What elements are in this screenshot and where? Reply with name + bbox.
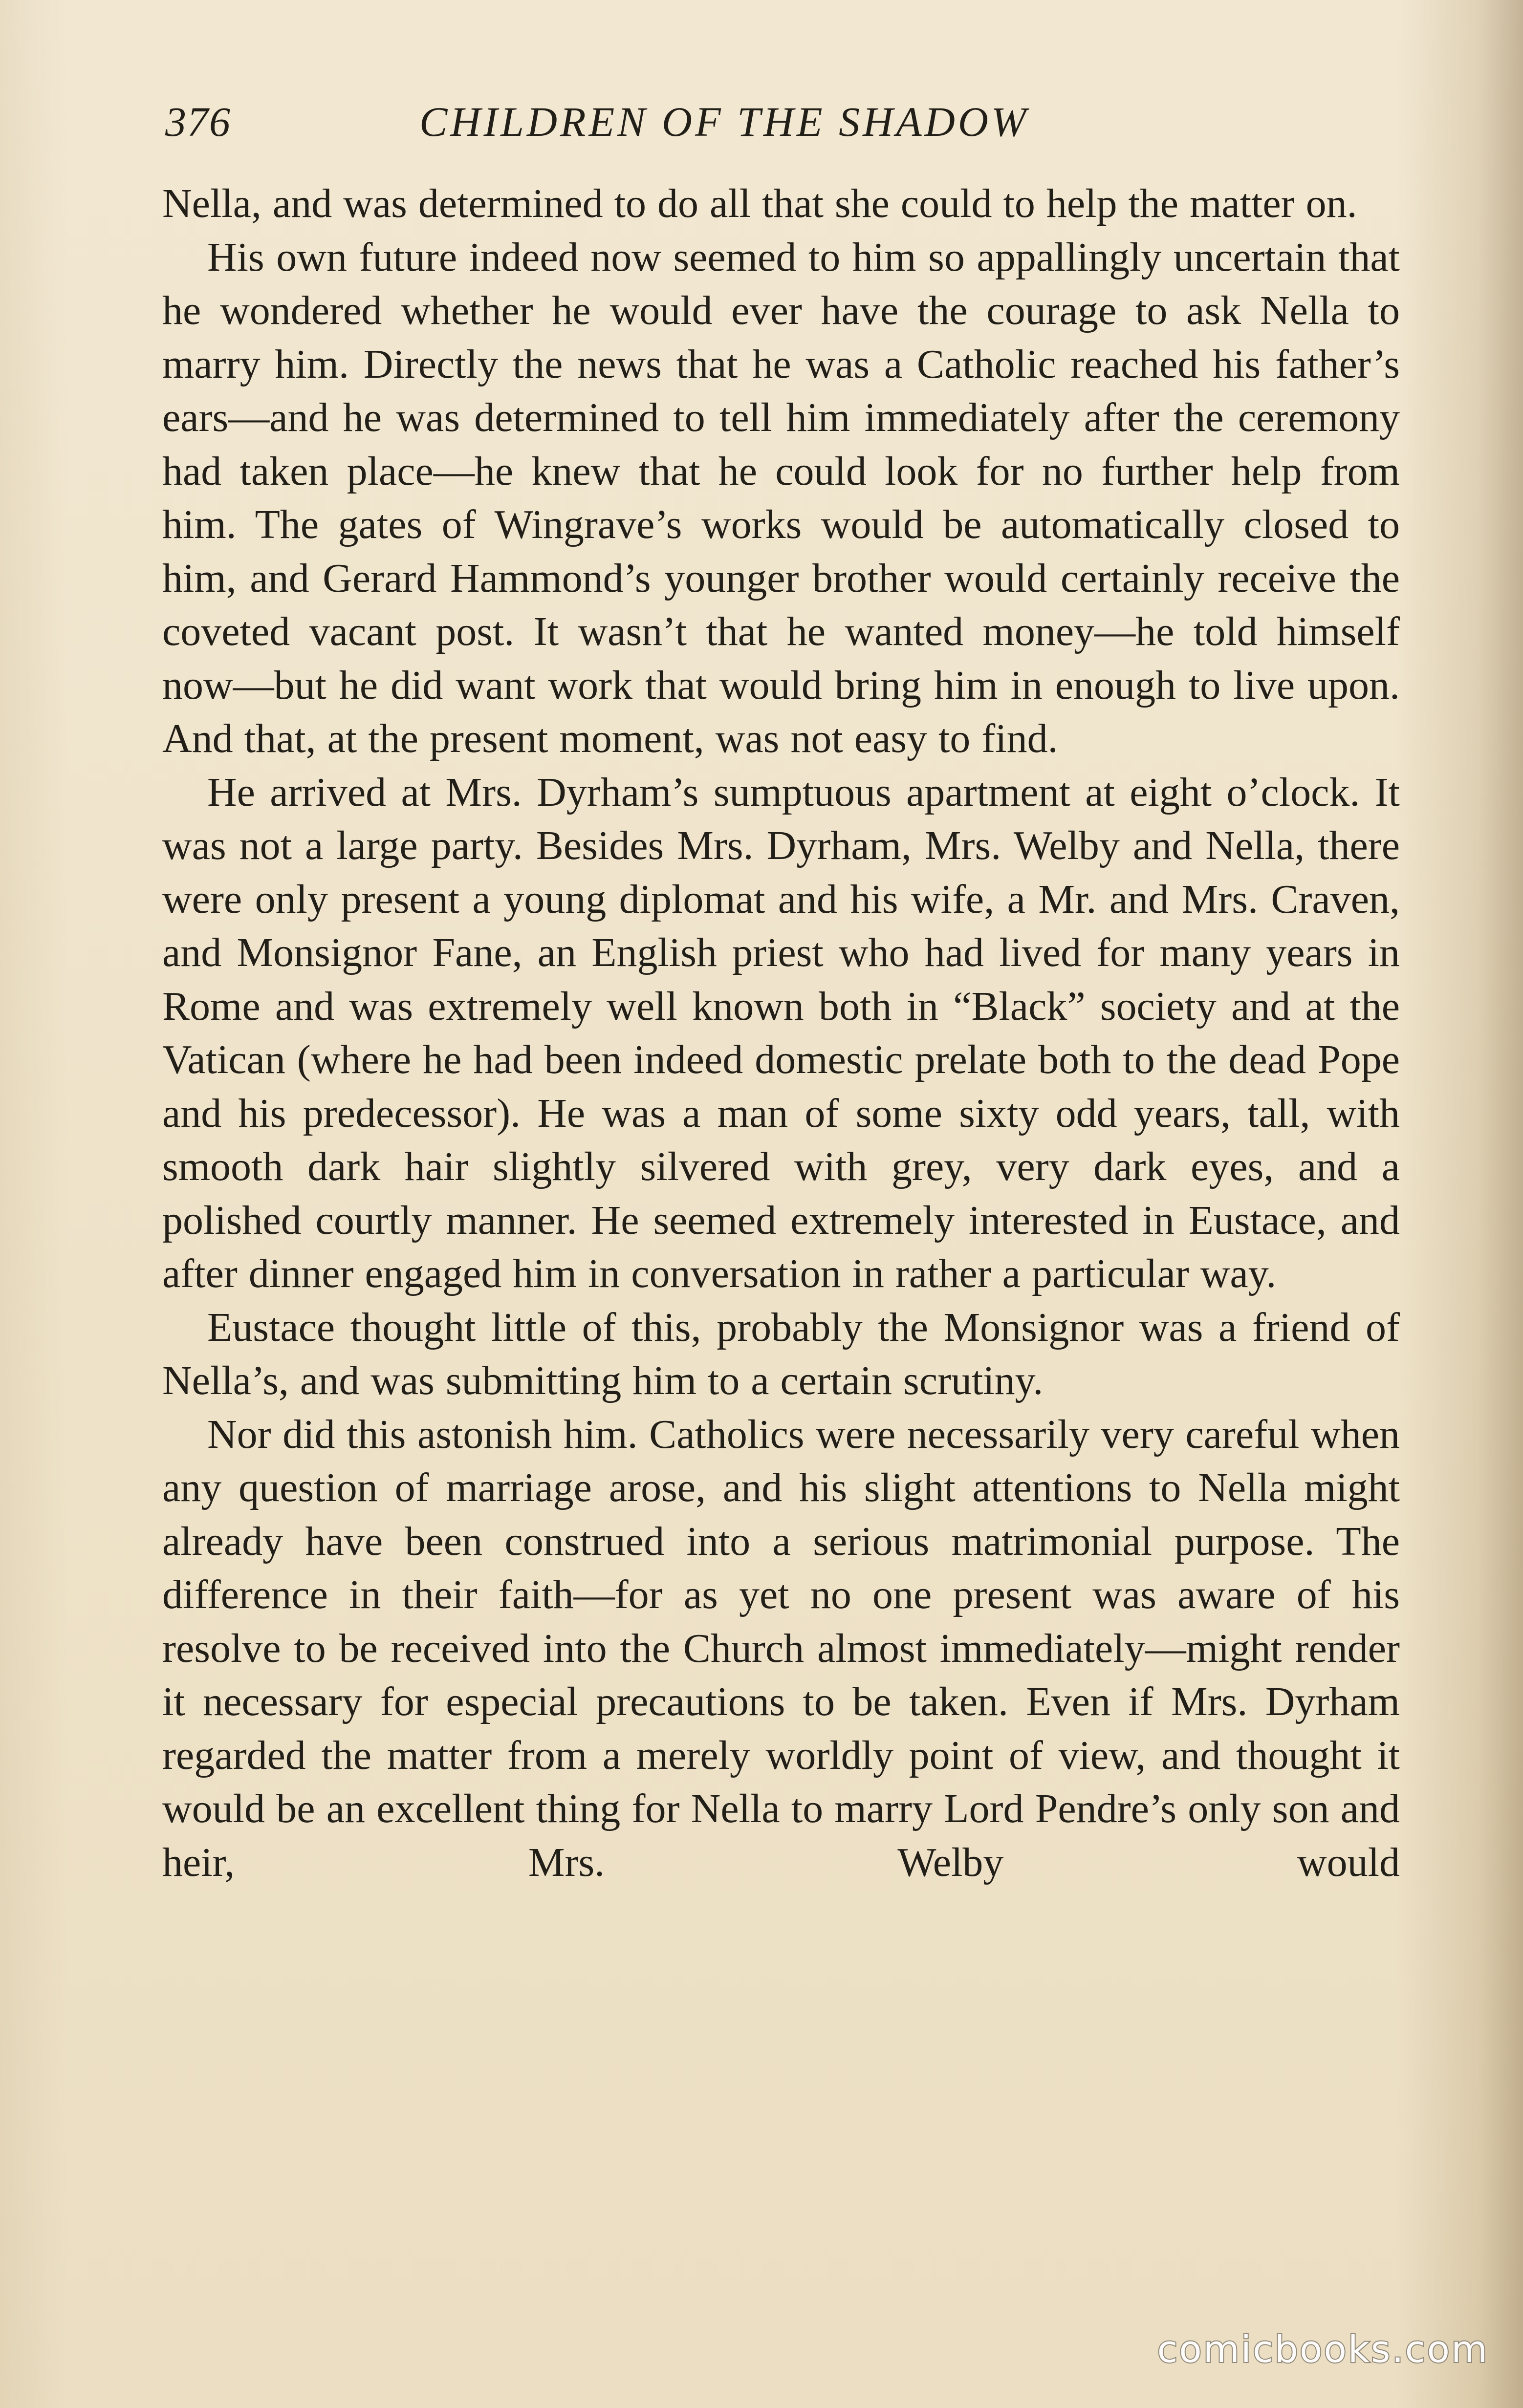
paragraph: Nor did this astonish him. Catholics were necessarily very careful when any question of marriage arose, and his slight attentions to Nella might already have been construed into a serious matrimonial purpose. The difference in their faith—for as yet no one present was aware of his resolve to be received into the Church almost immediately—might render it necessary for especial precautions to be taken. Even if Mrs. Dyrham regarded the matter from a merely worldly point of view, and thought it would be an excellent thing for Nella to marry Lord Pendre’s only son and heir, Mrs. Welby would (162, 1411, 1400, 1885)
page-header (165, 90, 1407, 154)
paragraph: Eustace thought little of this, probably the Monsignor was a friend of Nella’s, and was submitting him to a certain scrutiny. (162, 1304, 1400, 1403)
paragraph-continuation: Nella, and was determined to do all that she could to help the matter on. (162, 181, 1357, 226)
page-number: 376 (165, 98, 231, 145)
paragraph: He arrived at Mrs. Dyrham’s sumptuous apartment at eight o’clock. It was not a large party. Besides Mrs. Dyrham, Mrs. Welby and Nella, there were only present a young diplomat and his wife, a Mr. and Mrs. Craven, and Monsignor Fane, an English priest who had lived for many years in Rome and was extremely well known both in “Black” society and at the Vatican (where he had been indeed domestic prelate both to the dead Pope and his predecessor). He was a man of some sixty odd years, tall, with smooth dark hair slightly silvered with grey, very dark eyes, and a polished courtly manner. He seemed extremely interested in Eustace, and after dinner engaged him in conversation in rather a particular way. (162, 769, 1400, 1296)
body-text (162, 177, 1400, 1889)
watermark: comicbooks.com (1157, 2327, 1489, 2371)
paragraph: His own future indeed now seemed to him so appallingly uncertain that he wondered whether he would ever have the courage to ask Nella to marry him. Directly the news that he was a Catholic reached his father’s ears—and he was determined to tell him immediately after the ceremony had taken place—he knew that he could look for no further help from him. The gates of Wingrave’s works would be automatically closed to him, and Gerard Hammond’s younger brother would certainly receive the coveted vacant post. It wasn’t that he wanted money—he told himself now—but he did want work that would bring him in enough to live upon. And that, at the present moment, was not easy to find. (162, 234, 1400, 761)
running-head: CHILDREN OF THE SHADOW (419, 98, 1029, 145)
